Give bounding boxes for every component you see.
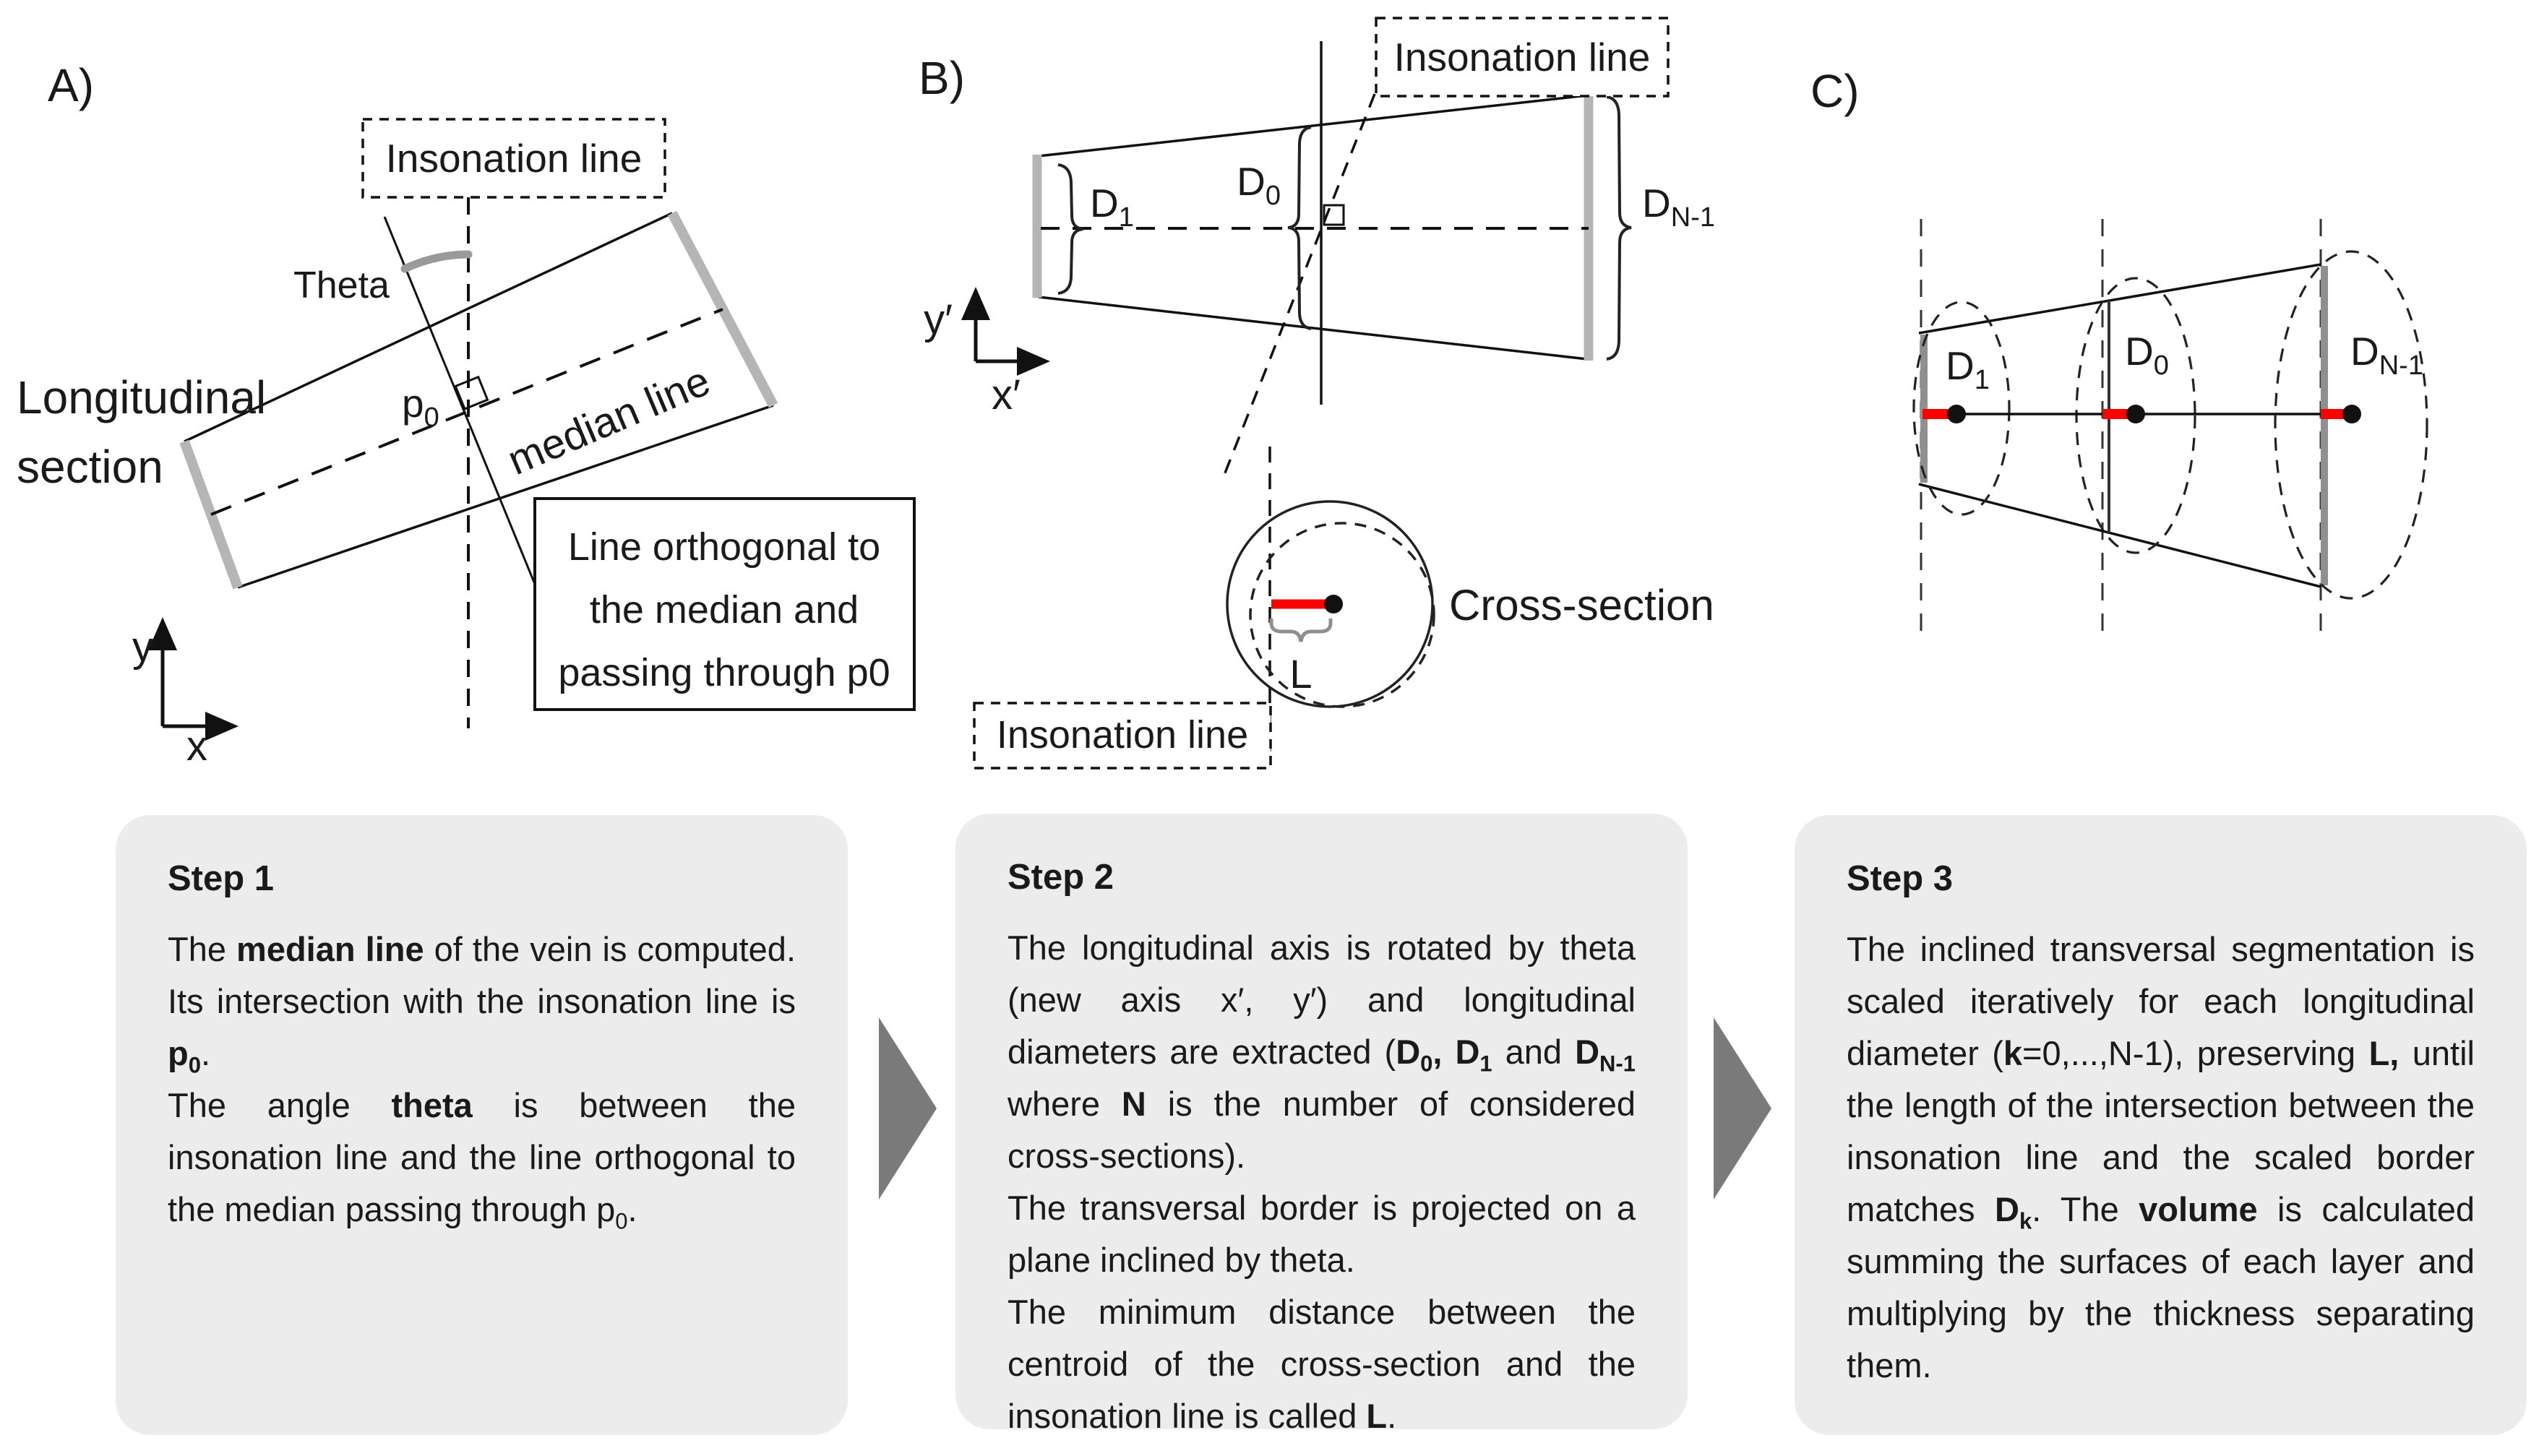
step-title: Step 2 xyxy=(1008,858,1114,897)
d0-base-c: D xyxy=(2125,329,2154,374)
axis-y-label-a: y xyxy=(132,624,153,671)
centroid-dot-n1 xyxy=(2342,405,2361,423)
vein-bottom-edge-b xyxy=(1039,297,1587,359)
cone-top-edge xyxy=(1919,264,2321,333)
p0-sub: 0 xyxy=(424,402,439,433)
d0-sub-c: 0 xyxy=(2153,350,2169,381)
d1-base-c: D xyxy=(1946,343,1975,388)
step-3-box xyxy=(1795,815,2527,1435)
d1-label-b xyxy=(1090,181,1134,233)
ortho-label-line2: the median and xyxy=(589,588,859,632)
median-line-label: median line xyxy=(501,357,717,484)
ortho-label-line3: passing through p0 xyxy=(558,651,890,694)
d1-brace-b xyxy=(1058,165,1083,293)
panel-b xyxy=(919,18,1715,768)
step-body: The longitudinal axis is rotated by theta (new axis x′, y′) and longitudinal diameters are extracted ($D_0$, $D_1$ and $D_{N-1}$ where N is the number of considered cross-sections). The transversal border is projected on a plane inclined by theta. The minimum distance between the centroid of the cross-section and the insonation line is called L. xyxy=(1008,929,1636,1435)
axis-x-label-a: x xyxy=(186,723,207,770)
p0-label xyxy=(402,381,439,433)
centroid-dot-1 xyxy=(1947,405,1966,423)
axis-y-label-b: y′ xyxy=(924,296,953,343)
l-underbrace xyxy=(1271,619,1331,642)
cross-section-label: Cross-section xyxy=(1449,581,1714,629)
cross-section-projected-border xyxy=(1250,523,1434,707)
theta-label: Theta xyxy=(293,264,390,306)
dn1-sub-c: N-1 xyxy=(2379,350,2423,381)
panel-a-tag: A) xyxy=(48,59,94,111)
dn1-brace-b xyxy=(1607,97,1631,359)
d1-sub-b: 1 xyxy=(1118,202,1134,233)
longitudinal-label-1: Longitudinal xyxy=(17,371,267,423)
dn1-label-c xyxy=(2350,329,2423,381)
p0-base: p xyxy=(402,381,424,426)
step-title: Step 3 xyxy=(1847,859,1954,898)
dn1-sub-b: N-1 xyxy=(1670,202,1715,233)
dn1-base-b: D xyxy=(1642,181,1671,225)
d0-label-c xyxy=(2125,329,2169,381)
step-title: Step 1 xyxy=(168,859,275,898)
panel-b-tag: B) xyxy=(919,52,965,104)
cone-bottom-edge xyxy=(1919,484,2321,587)
d0-label-b xyxy=(1237,159,1281,211)
panel-c-tag: C) xyxy=(1810,65,1860,117)
axis-x-label-b: x′ xyxy=(992,371,1021,418)
dn1-base-c: D xyxy=(2350,329,2379,374)
d1-sub-c: 1 xyxy=(1974,365,1990,395)
flow-arrow-2 xyxy=(1714,1017,1771,1199)
dn1-label-b xyxy=(1642,181,1715,233)
step-body: The inclined transversal segmentation is scaled iteratively for each longitudinal diameter (k=0,...,N-1), preserving L, until the length of the intersection between the insonation line and the scaled border matches $D_k$. The volume is calculated summing the surfaces of each layer and multiplying by the thickness separating them. xyxy=(1847,930,2475,1384)
step-1-box xyxy=(116,815,848,1435)
vein-top-edge-b xyxy=(1039,95,1587,156)
centroid-dot-0 xyxy=(2126,405,2145,423)
insonation-label-a: Insonation line xyxy=(385,136,643,181)
flow-arrow-1 xyxy=(879,1017,937,1199)
theta-arc xyxy=(405,254,468,269)
d0-sub-b: 0 xyxy=(1265,181,1281,211)
step-body: The median line of the vein is computed. Its intersection with the insonation line is $p_0$. The angle theta is between the insonation line and the line orthogonal to the median passing through $p_0$. xyxy=(168,930,796,1234)
d1-label-c xyxy=(1946,343,1990,395)
panel-a xyxy=(17,59,914,770)
centroid-dot xyxy=(1324,595,1343,613)
longitudinal-label-2: section xyxy=(17,441,163,493)
step-2-box xyxy=(955,814,1688,1435)
cross-section-ellipse-n1 xyxy=(2275,251,2427,598)
d1-base-b: D xyxy=(1090,181,1119,225)
d0-base-b: D xyxy=(1237,159,1266,204)
panel-c xyxy=(1810,65,2427,636)
insonation-label-b-bottom: Insonation line xyxy=(996,713,1249,757)
ortho-label-line1: Line orthogonal to xyxy=(567,525,881,569)
insonation-label-b-top: Insonation line xyxy=(1393,35,1651,79)
l-label: L xyxy=(1289,651,1313,697)
